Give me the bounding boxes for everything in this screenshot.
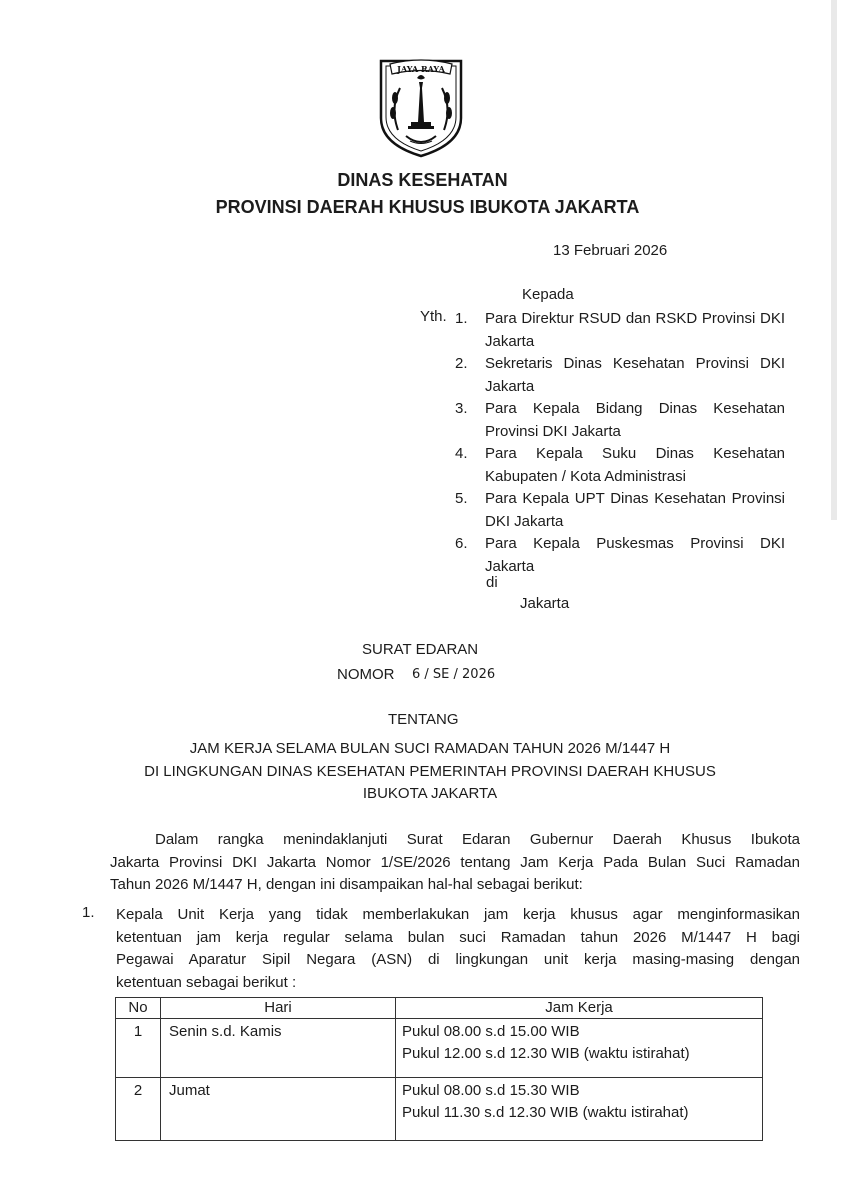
list-item: 1. Para Direktur RSUD dan RSKD Provinsi DKI Jakarta [455,310,785,350]
list-item: 5. Para Kepala UPT Dinas Kesehatan Provinsi DKI Jakarta [455,490,785,530]
col-jam-header: Jam Kerja [396,998,763,1019]
list-item: 2. Sekretaris Dinas Kesehatan Provinsi DKI Jakarta [455,355,785,395]
col-no-header: No [116,998,161,1019]
document-type: SURAT EDARAN [362,641,479,658]
letter-date: 13 Februari 2026 [553,242,668,259]
yth-label: Yth. [420,308,447,325]
tentang-label: TENTANG [388,711,459,728]
list-item: 6. Para Kepala Puskesmas Provinsi DKI Jakarta [455,535,785,575]
point-number: 1. [82,904,95,921]
scrollbar[interactable] [831,0,837,520]
recipient-list [455,308,785,578]
list-item: 3. Para Kepala Bidang Dinas Kesehatan Provinsi DKI Jakarta [455,400,785,440]
intro-paragraph: Dalam rangka menindaklanjuti Surat Edaran Gubernur Daerah Khusus Ibukota Jakarta Provinsi DKI Jakarta Nomor 1/SE/2026 tentang Jam Kerja Pada Bulan Suci Ramadan Tahun 2026 M/1447 H, dengan ini disampaikan hal-hal sebagai berikut: [110,831,800,893]
col-hari-header: Hari [161,998,396,1019]
svg-text:JAYA RAYA: JAYA RAYA [397,64,445,74]
di-label: di [486,574,498,591]
list-item: 4. Para Kepala Suku Dinas Kesehatan Kabupaten / Kota Administrasi [455,445,785,485]
jakarta-crest-logo [378,58,464,158]
agency-name: DINAS KESEHATAN [337,170,508,190]
subject-title: JAM KERJA SELAMA BULAN SUCI RAMADAN TAHUN 2026 M/1447 H DI LINGKUNGAN DINAS KESEHATAN PEMERINTAH PROVINSI DAERAH KHUSUS IBUKOTA JAKARTA [144,740,716,802]
agency-province: PROVINSI DAERAH KHUSUS IBUKOTA JAKARTA [215,197,640,217]
table-header [116,998,763,1019]
table-row: 2 Jumat Pukul 08.00 s.d 15.30 WIB Pukul 11.30 s.d 12.30 WIB (waktu istirahat) [116,1078,763,1141]
table-row: 1 Senin s.d. Kamis Pukul 08.00 s.d 15.00 WIB Pukul 12.00 s.d 12.30 WIB (waktu istirahat) [116,1019,763,1078]
nomor-label: NOMOR [337,666,395,683]
working-hours-table [115,997,763,1141]
destination-city: Jakarta [520,595,570,612]
kepada-label: Kepada [522,286,574,303]
nomor-value: 6 / SE / 2026 [412,667,496,682]
point-1-text: Kepala Unit Kerja yang tidak memberlakukan jam kerja khusus agar menginformasikan ketentuan jam kerja regular selama bulan suci Ramadan tahun 2026 M/1447 H bagi Pegawai Aparatur Sipil Negara (ASN) di lingkungan unit kerja masing-masing dengan ketentuan sebagai berikut : [116,906,800,991]
